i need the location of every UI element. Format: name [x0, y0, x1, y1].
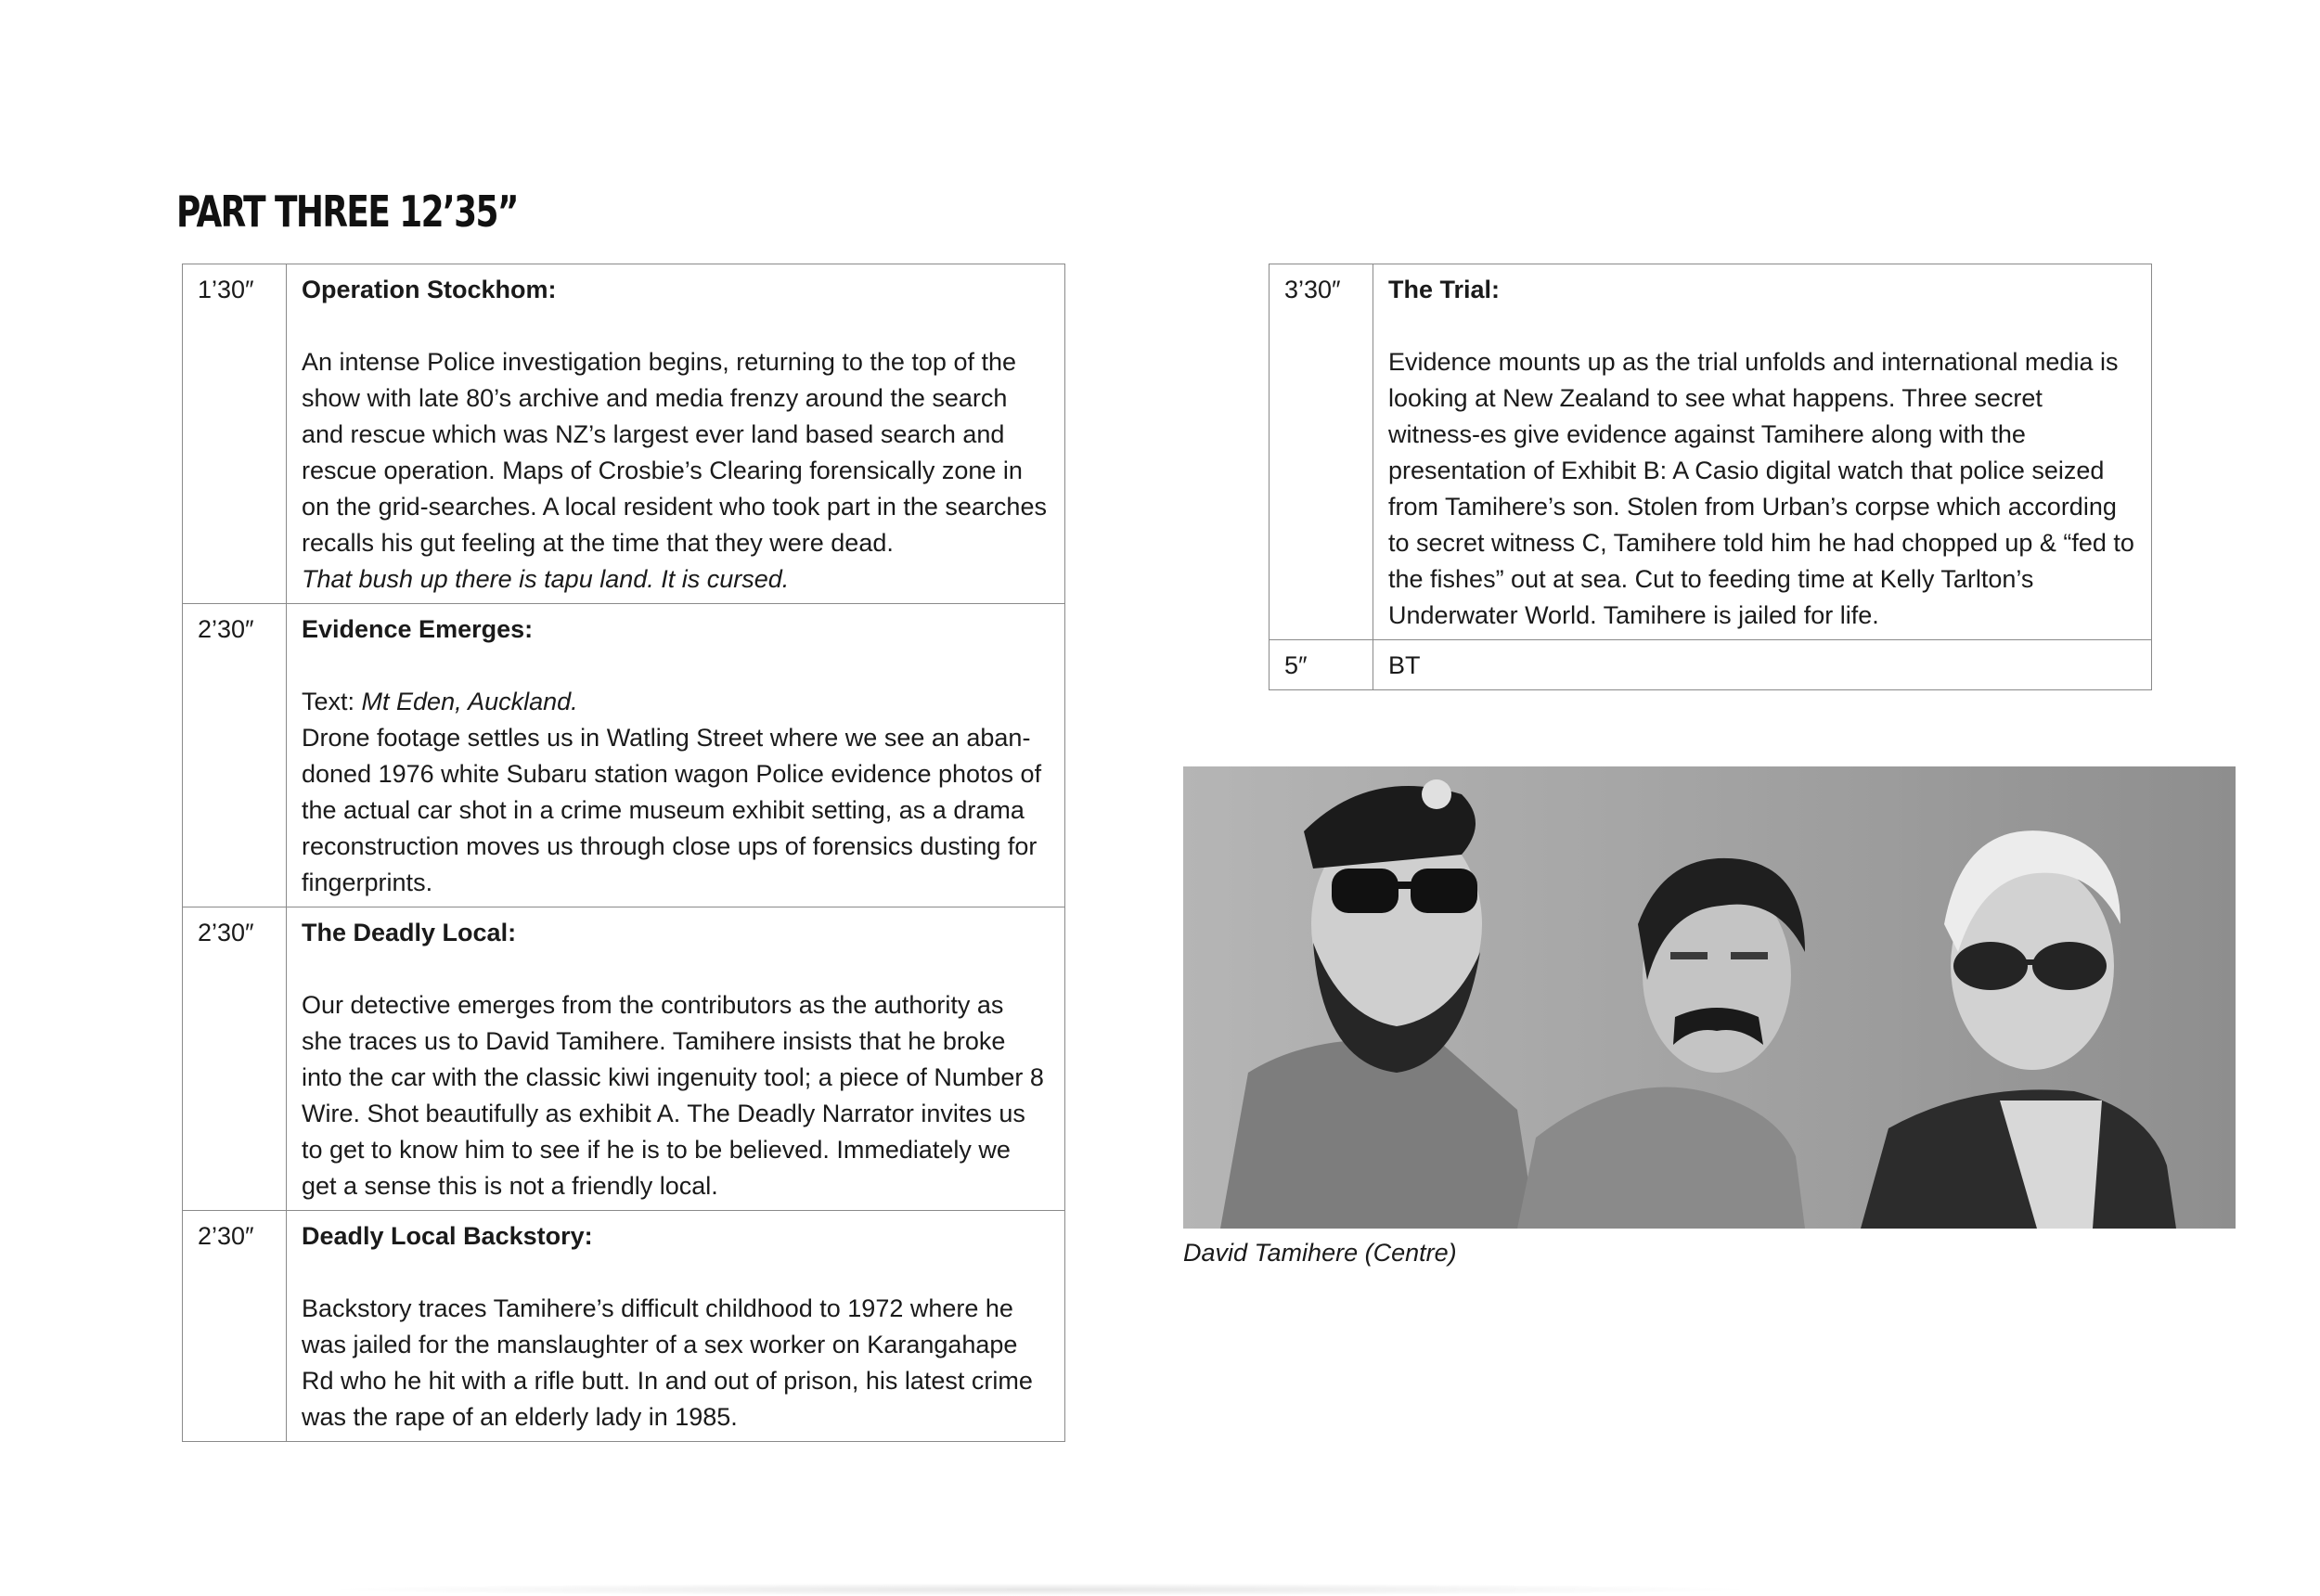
segment-duration: 2’30″: [183, 604, 287, 907]
segment-cell: [1373, 640, 2152, 690]
archive-photo: [1183, 766, 2236, 1229]
schedule-table-right: [1269, 264, 2152, 690]
segment-description: Evidence mounts up as the trial unfolds and international media is looking at New Zealand to see what happens. Three secret witness-es give evidence against Tamihere along with the presentation of Exhibit B: A Casio digital watch that police seized from Tamihere’s son. Stolen from Urban’s corpse which according to secret witness C, Tamihere told him he had chopped up & “fed to the fishes” out at sea. Cut to feeding time at Kelly Tarlton’s Underwater World. Tamihere is jailed for life.: [1388, 348, 2134, 629]
segment-cell: [287, 1211, 1065, 1442]
segment-description: Backstory traces Tamihere’s difficult childhood to 1972 where he was jailed for the manslaughter of a sex worker on Karangahape Rd who he hit with a rifle butt. In and out of prison, his latest crime was the rape of an elderly lady in 1985.: [302, 1294, 1033, 1431]
segment-cell: [287, 264, 1065, 604]
segment-duration: 2’30″: [183, 1211, 287, 1442]
segment-location: Mt Eden, Auckland.: [361, 688, 578, 715]
segment-duration: 5″: [1270, 640, 1373, 690]
segment-title: BT: [1388, 651, 1421, 679]
segment-text-note: [302, 684, 1050, 720]
segment-cell: [287, 907, 1065, 1211]
table-row: [183, 604, 1065, 907]
table-row: [183, 1211, 1065, 1442]
segment-title: Evidence Emerges:: [302, 615, 534, 643]
segment-duration: 1’30″: [183, 264, 287, 604]
table-row: [1270, 640, 2152, 690]
table-row: [183, 907, 1065, 1211]
segment-title: Operation Stockhom:: [302, 276, 557, 303]
segment-title: The Trial:: [1388, 276, 1501, 303]
segment-duration: 2’30″: [183, 907, 287, 1211]
segment-description: An intense Police investigation begins, returning to the top of the show with late 80’s archive and media frenzy around the search and rescue which was NZ’s largest ever land based search and rescue operation. Maps of Crosbie’s Clearing forensically zone in on the grid-searches. A local resident who took part in the searches recalls his gut feeling at the time that they were dead.: [302, 348, 1047, 557]
schedule-table-left: [182, 264, 1065, 1442]
photo-illustration: [1183, 766, 2236, 1229]
segment-description: Our detective emerges from the contributors as the authority as she traces us to David Tamihere. Tamihere insists that he broke into the car with the classic kiwi ingenuity tool; a piece of Number 8 Wire. Shot beautifully as exhibit A. The Deadly Narrator invites us to get to know him to see if he is to be believed. Immediately we get a sense this is not a friendly local.: [302, 991, 1044, 1200]
segment-quote: That bush up there is tapu land. It is cursed.: [302, 565, 790, 593]
photo-caption: David Tamihere (Centre): [1183, 1239, 1457, 1267]
segment-title: The Deadly Local:: [302, 919, 517, 946]
page-title: PART THREE 12’35”: [176, 187, 518, 237]
segment-title: Deadly Local Backstory:: [302, 1222, 593, 1250]
page-shadow: [316, 1583, 1763, 1596]
segment-duration: 3’30″: [1270, 264, 1373, 640]
segment-text-prefix: Text:: [302, 688, 362, 715]
table-row: [183, 264, 1065, 604]
table-row: [1270, 264, 2152, 640]
segment-cell: [1373, 264, 2152, 640]
segment-description: Drone footage settles us in Watling Street where we see an aban-doned 1976 white Subaru station wagon Police evidence photos of the actual car shot in a crime museum exhibit setting, as a drama reconstruction moves us through close ups of forensics dusting for fingerprints.: [302, 724, 1042, 896]
segment-cell: [287, 604, 1065, 907]
